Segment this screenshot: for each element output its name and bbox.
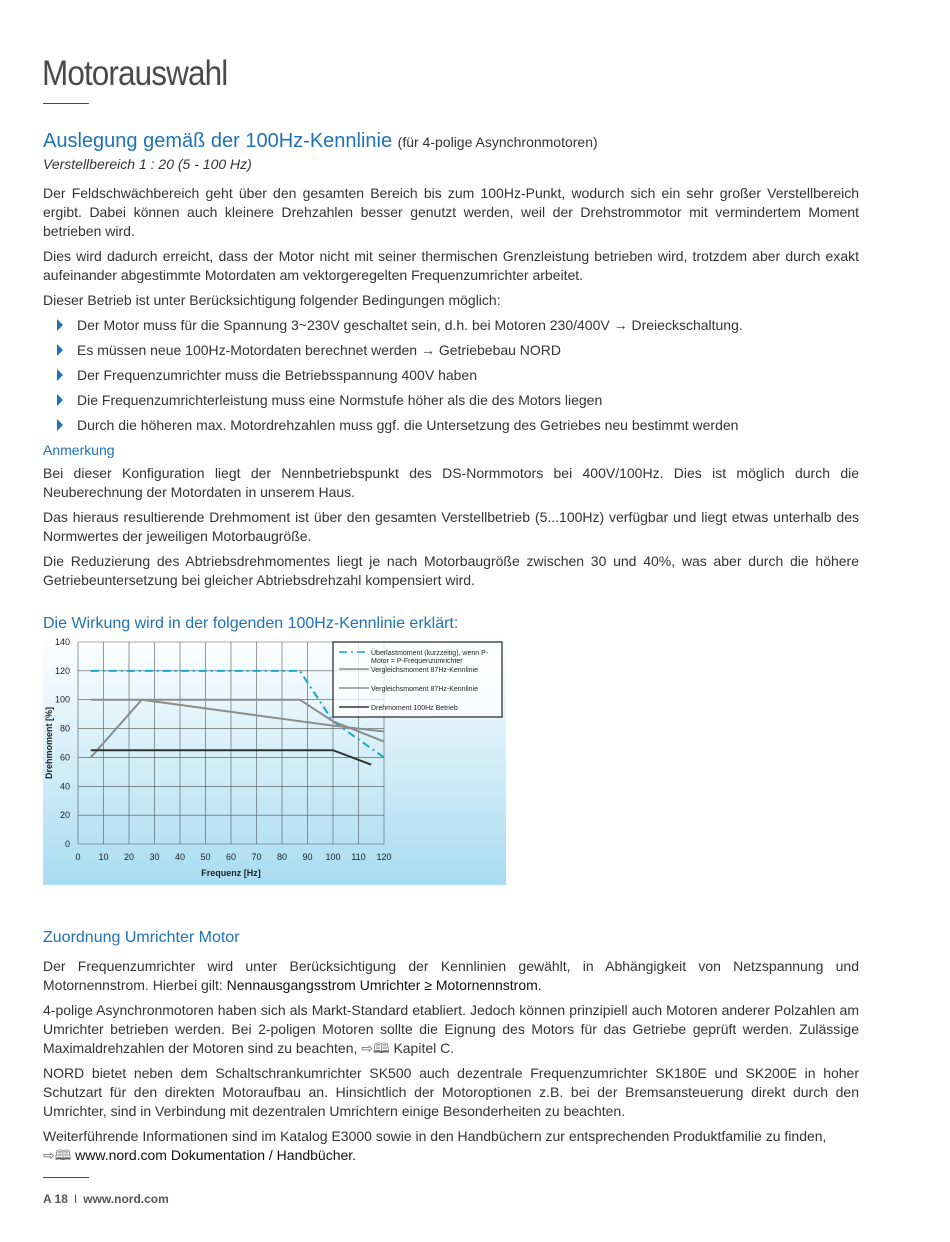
reference-text: Kapitel C. <box>393 1040 455 1056</box>
y-axis-label: Drehmoment [%] <box>44 706 54 780</box>
list-item-text: Es müssen neue 100Hz-Motordaten berechnet werden → Getriebebau NORD <box>77 342 562 358</box>
bullet-arrow-icon <box>57 319 63 331</box>
x-tick-label: 100 <box>325 852 341 862</box>
list-item-text: Der Frequenzumrichter muss die Betriebsspannung 400V haben <box>77 367 478 383</box>
legend-label: Überlastmoment (kurzzeitig), wenn P- <box>371 650 489 657</box>
y-tick-label: 60 <box>59 752 70 763</box>
x-tick-label: 20 <box>123 852 135 862</box>
paragraph <box>43 1001 859 1058</box>
paragraph: NORD bietet neben dem Schaltschrankumrichter SK500 auch dezentrale Frequenzumrichter SK180E und SK200E in hoher Schutzart für den direkten Motoraufbau an. Hinsichtlich der Motoroptionen z.B. bei der Bremsansteuerung direkt durch den Umrichter, sind in Verbindung mit dezentralen Umrichtern einige Besonderheiten zu beachten. <box>43 1065 859 1119</box>
page-number: A 18 <box>43 1192 68 1206</box>
note-label: Anmerkung <box>43 442 115 458</box>
page-footer <box>43 1192 169 1206</box>
list-item-text: Durch die höheren max. Motordrehzahlen muss ggf. die Untersetzung des Getriebes neu bestimmt werden <box>77 417 739 433</box>
reference-link[interactable]: www.nord.com Dokumentation / Handbücher. <box>75 1147 357 1163</box>
legend-label: Vergleichsmoment 87Hz-Kennlinie <box>371 667 478 674</box>
note-paragraph: Die Reduzierung des Abtriebsdrehmomentes liegt je nach Motorbaugröße zwischen 30 und 40%, was aber durch die höhere Getriebeuntersetzung bei gleicher Abtriebsdrehzahl kompensiert wird. <box>43 553 859 588</box>
list-item-text: Der Motor muss für die Spannung 3~230V geschaltet sein, d.h. bei Motoren 230/400V → Dreieckschaltung. <box>77 317 743 333</box>
section-heading <box>43 128 859 155</box>
bullet-arrow-icon <box>57 394 63 406</box>
y-tick-label: 80 <box>59 723 70 734</box>
y-tick-label: 20 <box>59 810 70 821</box>
book-reference-icon: ⇨🕮 <box>43 1147 72 1163</box>
x-axis-label: Frequenz [Hz] <box>201 868 261 878</box>
x-tick-label: 70 <box>251 852 262 862</box>
title-rule <box>43 103 89 104</box>
page-title: Motorauswahl <box>42 54 228 93</box>
paragraph: Der Feldschwächbereich geht über den gesamten Bereich bis zum 100Hz-Punkt, wodurch sich ein sehr großer Verstellbereich ergibt. Dabei können auch kleinere Drehzahlen besser genutzt werden, weil der Drehstrommotor mit vermindertem Moment betrieben wird. <box>43 185 859 239</box>
y-tick-label: 140 <box>54 637 70 647</box>
legend-label: Drehmoment 100Hz Betrieb <box>371 705 458 712</box>
list-item <box>43 341 859 360</box>
x-tick-label: 120 <box>376 852 392 862</box>
torque-chart <box>43 635 506 885</box>
footer-url[interactable]: www.nord.com <box>83 1192 169 1206</box>
zuordnung-heading: Zuordnung Umrichter Motor <box>43 929 240 946</box>
paragraph-emphasis: Nennausgangsstrom Umrichter ≥ Motornennstrom. <box>226 977 542 993</box>
paragraph <box>43 1127 859 1165</box>
x-tick-label: 40 <box>174 852 186 862</box>
y-tick-label: 40 <box>59 781 70 792</box>
paragraph: Dies wird dadurch erreicht, dass der Motor nicht mit seiner thermischen Grenzleistung betrieben wird, trotzdem aber durch exakt aufeinander abgestimmte Motordaten am vektorgeregelten Frequenzumrichter arbeitet. <box>43 248 859 283</box>
list-item <box>43 391 859 410</box>
y-tick-label: 0 <box>64 839 70 849</box>
footer-rule <box>43 1177 89 1178</box>
book-reference-icon: ⇨🕮 <box>361 1040 390 1056</box>
section-zuordnung <box>43 925 859 1171</box>
y-tick-label: 120 <box>54 665 70 676</box>
conditions-list <box>43 316 859 435</box>
note-paragraph: Das hieraus resultierende Drehmoment ist über den gesamten Verstellbetrieb (5...100Hz) verfügbar und liegt etwas unterhalb des Normwertes der jeweiligen Motorbaugröße. <box>43 509 859 544</box>
x-tick-label: 90 <box>302 852 313 862</box>
x-tick-label: 0 <box>75 852 81 862</box>
legend-label: Motor = P-Frequenzumrichter <box>371 658 463 665</box>
paragraph-text: Der Frequenzumrichter wird unter Berücksichtigung der Kennlinien gewählt, in Abhängigkeit von Netzspannung und Motornennstrom. Hierbei gilt: <box>43 958 859 993</box>
paragraph-text: 4-polige Asynchronmotoren haben sich als Markt-Standard etabliert. Jedoch können prinzipiell auch Motoren anderer Polzahlen am Umrichter betrieben werden. Bei 2-poligen Motoren sollte die Eignung des Motors für das Getriebe geprüft werden. Zulässige Maximaldrehzahlen der Motoren sind zu beachten, <box>43 1002 859 1056</box>
main-content <box>43 128 859 633</box>
paragraph: Dieser Betrieb ist unter Berücksichtigung folgender Bedingungen möglich: <box>43 292 501 308</box>
chart-heading: Die Wirkung wird in der folgenden 100Hz-Kennlinie erklärt: <box>43 615 459 632</box>
x-tick-label: 60 <box>225 852 237 862</box>
x-tick-label: 30 <box>149 852 160 862</box>
list-item <box>43 316 859 335</box>
section-heading-text: Auslegung gemäß der 100Hz-Kennlinie <box>43 130 393 152</box>
section-heading-note: (für 4-polige Asynchronmotoren) <box>397 134 598 150</box>
torque-chart-svg <box>43 635 506 885</box>
x-tick-label: 110 <box>351 852 366 862</box>
y-tick-label: 100 <box>54 694 70 705</box>
note-paragraph: Bei dieser Konfiguration liegt der Nennbetriebspunkt des DS-Normmotors bei 400V/100Hz. Dies ist möglich durch die Neuberechnung der Motordaten in unserem Haus. <box>43 465 859 500</box>
bullet-arrow-icon <box>57 419 63 431</box>
paragraph-text: Weiterführende Informationen sind im Katalog E3000 sowie in den Handbüchern zur entsprechenden Produktfamilie zu finden, <box>43 1128 827 1144</box>
paragraph <box>43 957 859 995</box>
section-subheading: Verstellbereich 1 : 20 (5 - 100 Hz) <box>43 156 252 172</box>
x-tick-label: 10 <box>98 852 109 862</box>
bullet-arrow-icon <box>57 344 63 356</box>
footer-separator: I <box>73 1192 78 1206</box>
x-tick-label: 80 <box>276 852 288 862</box>
list-item-text: Die Frequenzumrichterleistung muss eine Normstufe höher als die des Motors liegen <box>77 392 603 408</box>
x-tick-label: 50 <box>200 852 211 862</box>
list-item <box>43 416 859 435</box>
legend-label: Vergleichsmoment 87Hz-Kennlinie <box>371 686 478 693</box>
chart-legend <box>333 642 502 717</box>
list-item <box>43 366 859 385</box>
bullet-arrow-icon <box>57 369 63 381</box>
